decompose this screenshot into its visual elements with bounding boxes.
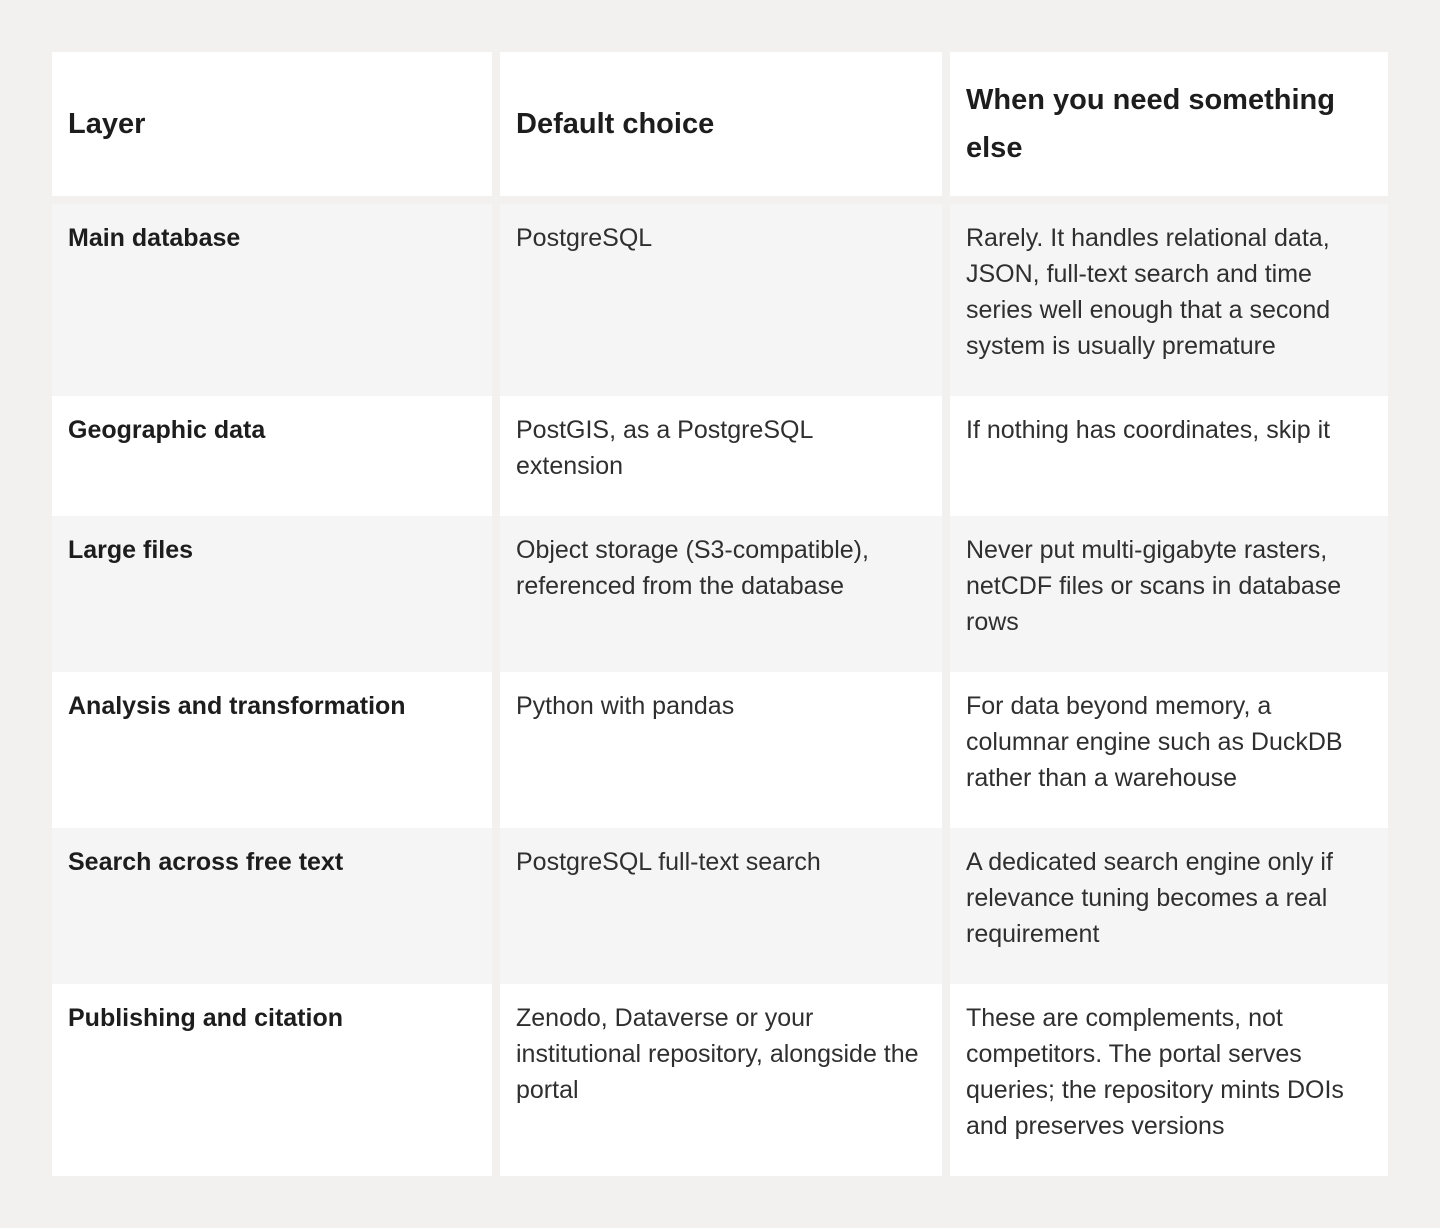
comparison-table-container <box>52 52 1388 1176</box>
row-default-choice: PostgreSQL full-text search <box>500 828 942 984</box>
row-alternative: Never put multi-gigabyte rasters, netCDF files or scans in database rows <box>950 516 1388 672</box>
row-alternative: A dedicated search engine only if relevance tuning becomes a real requirement <box>950 828 1388 984</box>
row-default-choice: Zenodo, Dataverse or your institutional repository, alongside the portal <box>500 984 942 1176</box>
row-alternative: If nothing has coordinates, skip it <box>950 396 1388 516</box>
table-header <box>52 52 1388 204</box>
header-row <box>52 52 1388 204</box>
row-layer: Analysis and transformation <box>52 672 492 828</box>
row-alternative: For data beyond memory, a columnar engine such as DuckDB rather than a warehouse <box>950 672 1388 828</box>
table-row <box>52 396 1388 516</box>
row-alternative: These are complements, not competitors. The portal serves queries; the repository mints DOIs and preserves versions <box>950 984 1388 1176</box>
row-default-choice: Python with pandas <box>500 672 942 828</box>
table-row <box>52 516 1388 672</box>
row-default-choice: PostgreSQL <box>500 204 942 396</box>
row-layer: Publishing and citation <box>52 984 492 1176</box>
header-layer: Layer <box>52 52 492 204</box>
row-default-choice: Object storage (S3-compatible), referenced from the database <box>500 516 942 672</box>
header-default-choice: Default choice <box>500 52 942 204</box>
table-row <box>52 828 1388 984</box>
table-row <box>52 672 1388 828</box>
row-default-choice: PostGIS, as a PostgreSQL extension <box>500 396 942 516</box>
header-alternative: When you need something else <box>950 52 1388 204</box>
row-layer: Main database <box>52 204 492 396</box>
row-layer: Search across free text <box>52 828 492 984</box>
row-layer: Geographic data <box>52 396 492 516</box>
table-row <box>52 204 1388 396</box>
table-body <box>52 204 1388 1176</box>
row-layer: Large files <box>52 516 492 672</box>
table-row <box>52 984 1388 1176</box>
stack-choices-table <box>44 52 1396 1176</box>
row-alternative: Rarely. It handles relational data, JSON, full-text search and time series well enough that a second system is usually premature <box>950 204 1388 396</box>
